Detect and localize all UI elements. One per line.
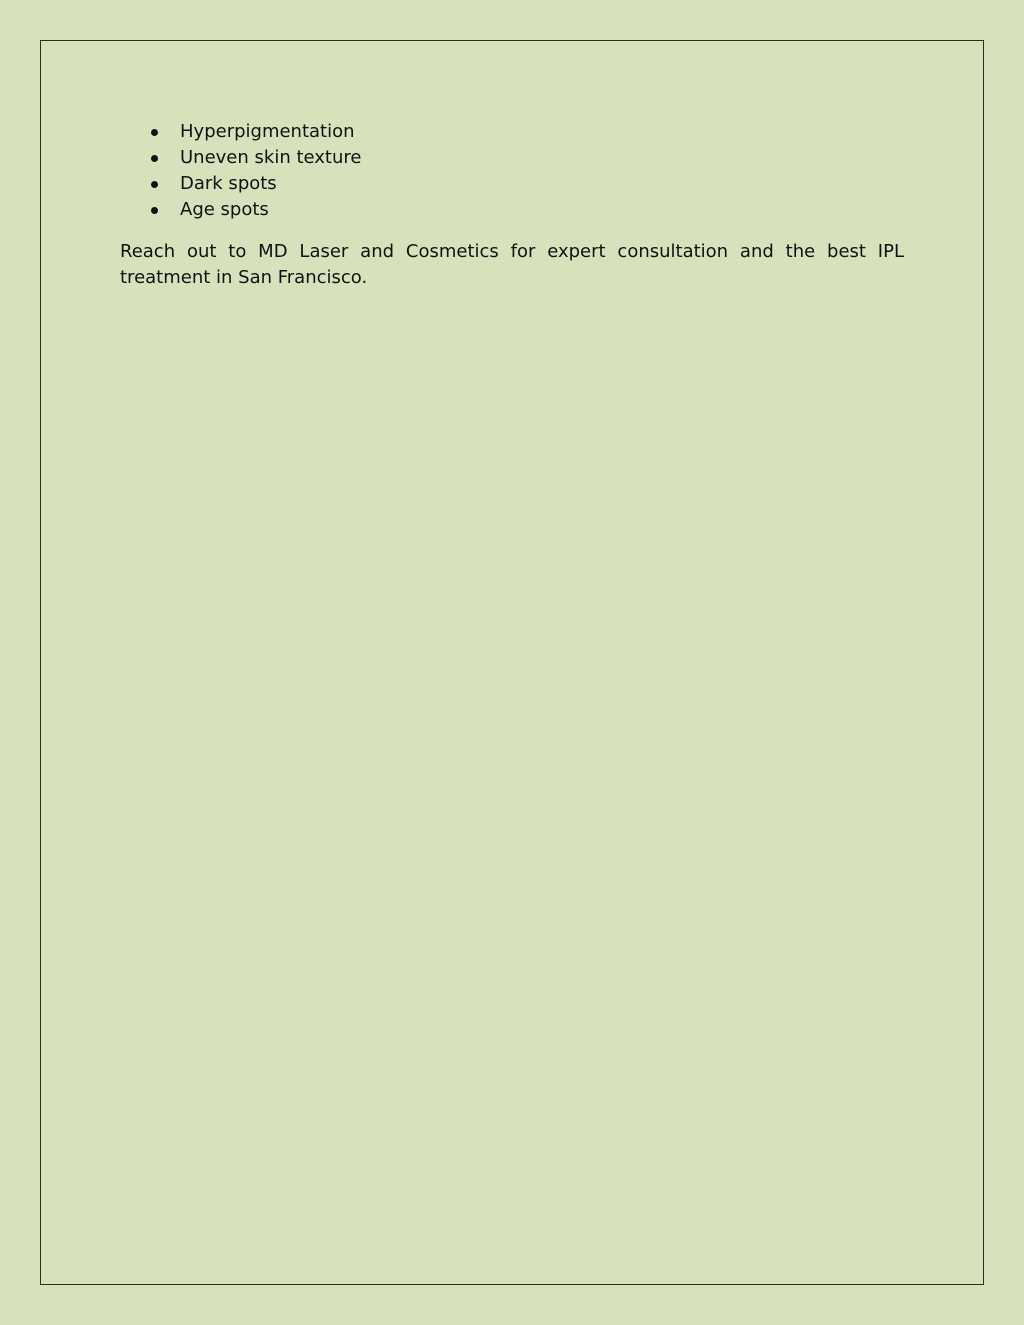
list-item-text: Hyperpigmentation — [180, 121, 355, 142]
list-item-text: Dark spots — [180, 173, 277, 194]
list-item-text: Uneven skin texture — [180, 147, 362, 168]
bullet-list — [140, 119, 361, 223]
list-item — [140, 145, 361, 171]
bullet-icon — [151, 155, 158, 162]
list-item — [140, 171, 361, 197]
bullet-icon — [151, 207, 158, 214]
list-item — [140, 197, 361, 223]
page-frame — [40, 40, 984, 1285]
body-paragraph: Reach out to MD Laser and Cosmetics for expert consultation and the best IPL treatment in San Francisco. — [120, 241, 904, 288]
list-item-text: Age spots — [180, 199, 269, 220]
bullet-icon — [151, 129, 158, 136]
bullet-icon — [151, 181, 158, 188]
list-item — [140, 119, 361, 145]
